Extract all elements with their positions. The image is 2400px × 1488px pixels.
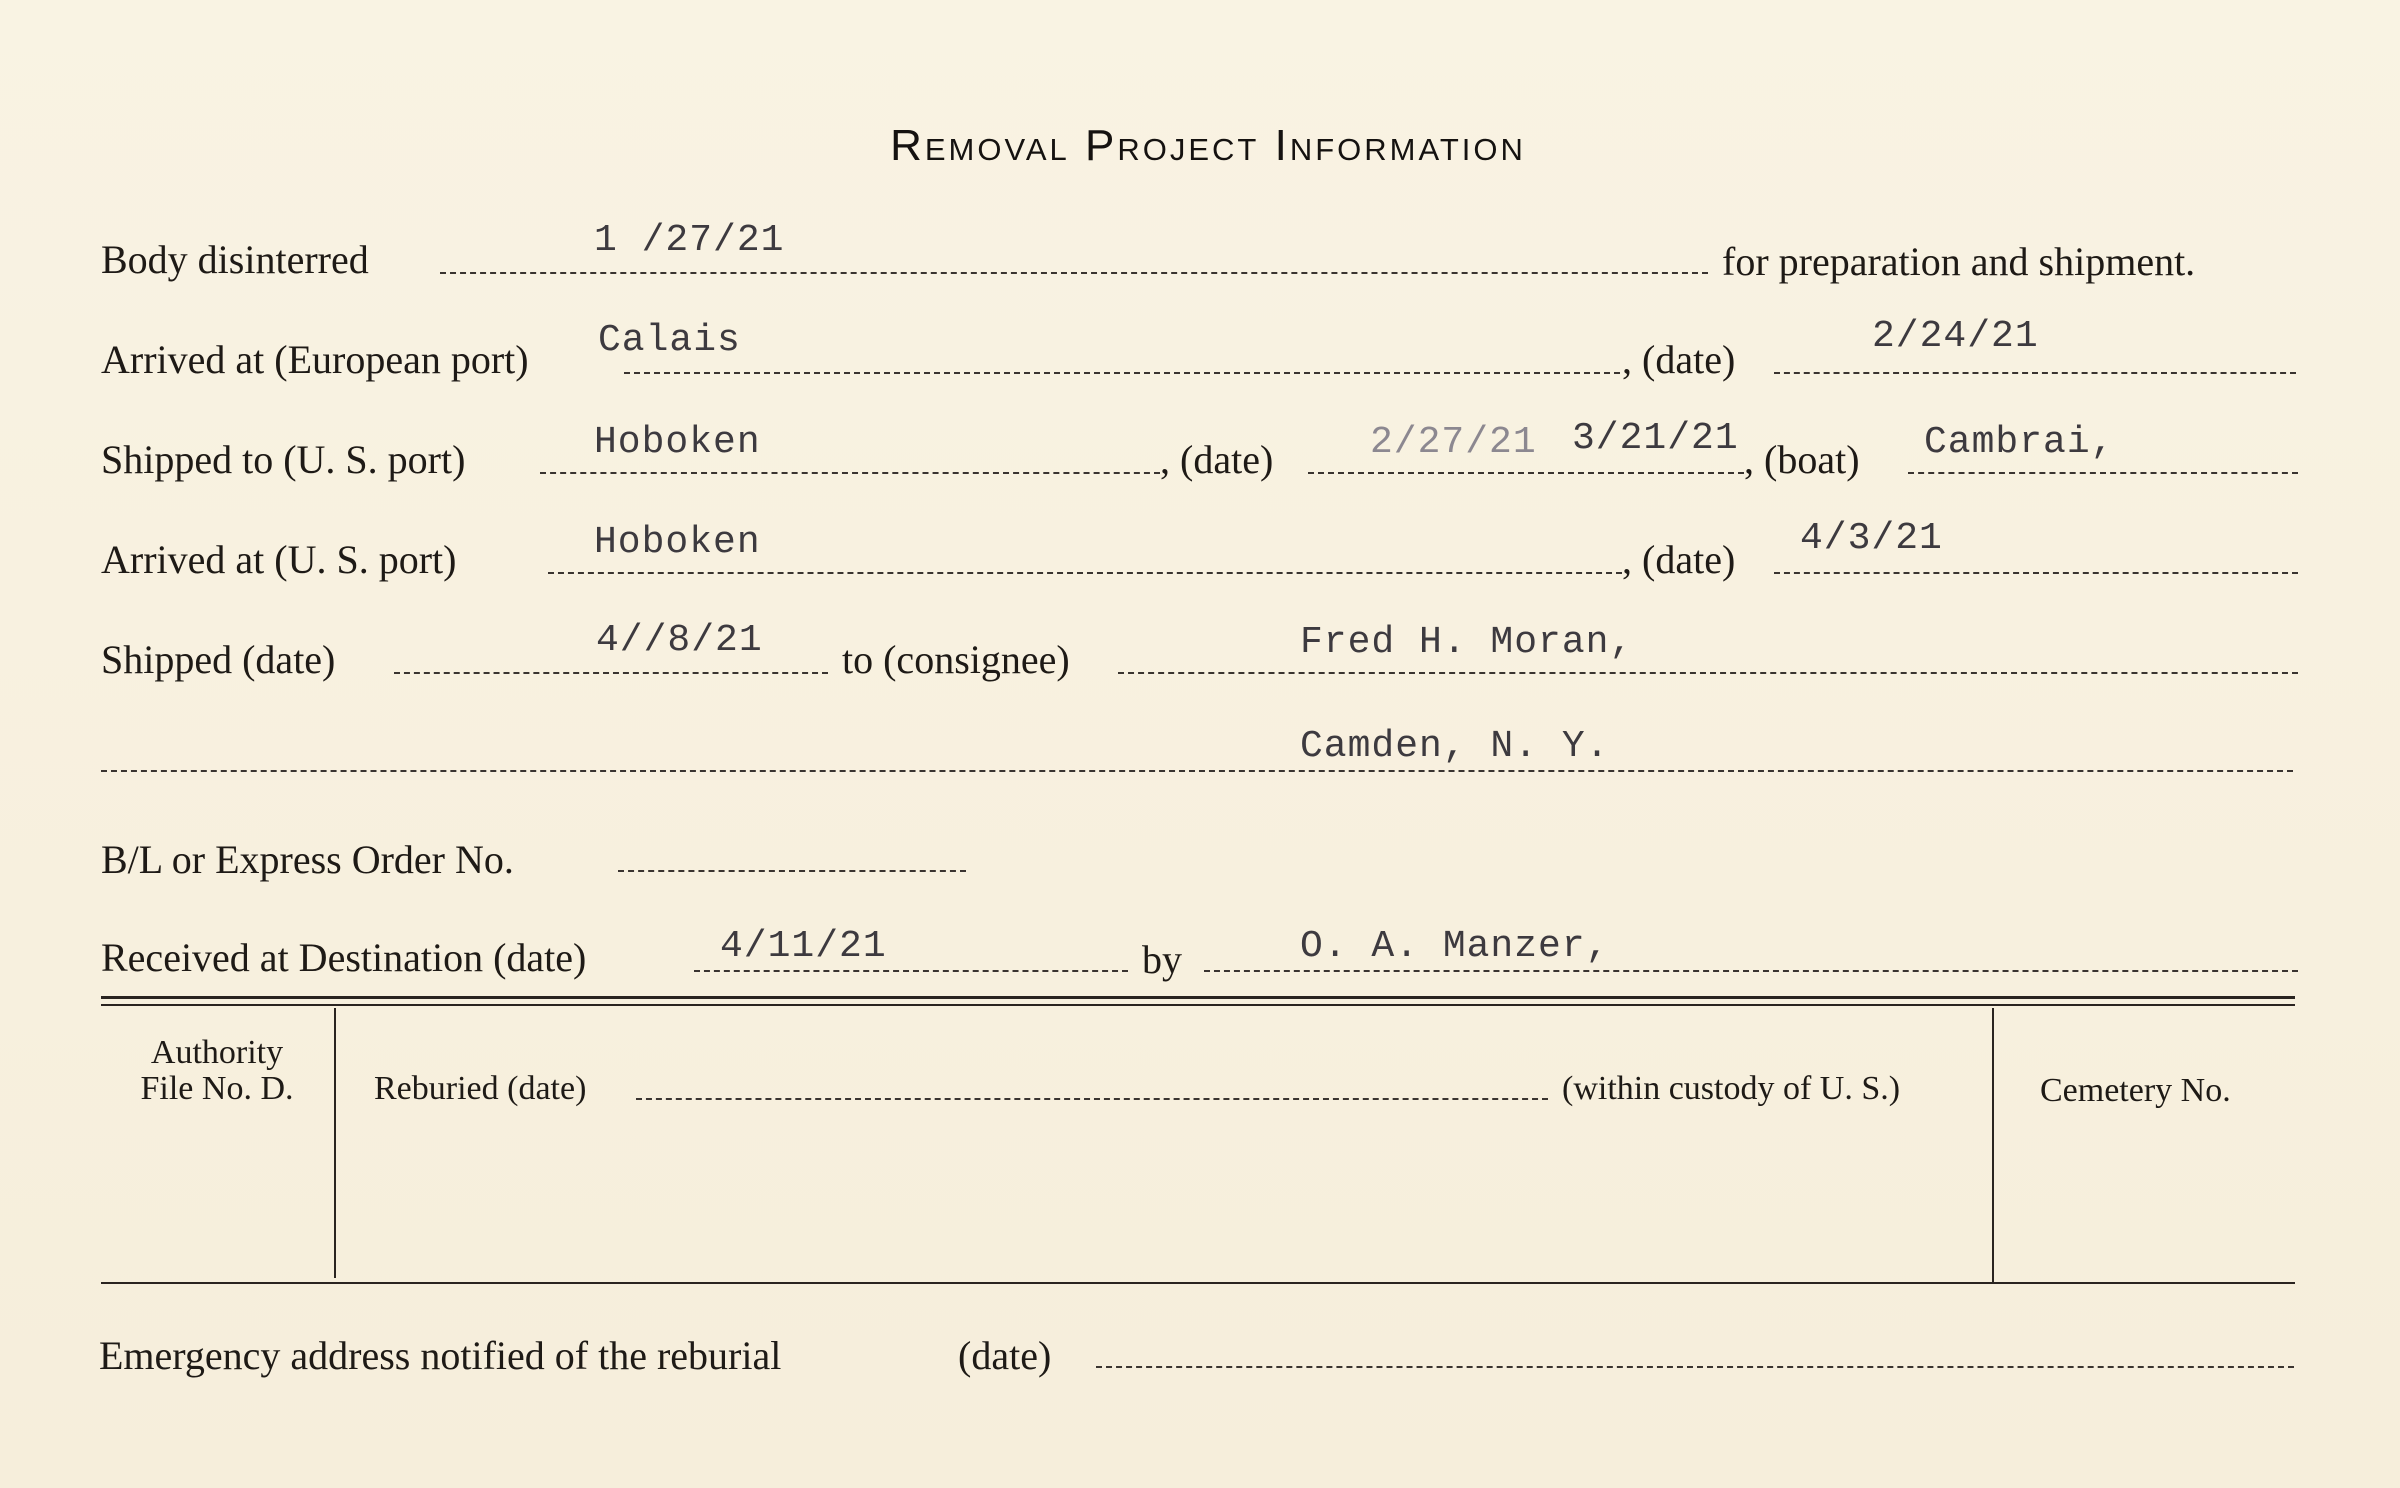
european-port-date-label: , (date) (1622, 337, 1736, 382)
consignee-name[interactable]: Fred H. Moran, (1300, 621, 1634, 664)
arrived-us-port-label: Arrived at (U. S. port) (101, 537, 457, 582)
double-rule-top (101, 996, 2295, 999)
within-custody-label: (within custody of U. S.) (1562, 1070, 1901, 1107)
received-by-line (1204, 970, 2298, 972)
us-port-shipped-line (540, 472, 1160, 474)
emergency-date-line[interactable] (1096, 1366, 2294, 1368)
authority-label-line2: File No. D. (140, 1070, 294, 1107)
body-disinterred-date[interactable]: 1 /27/21 (594, 219, 785, 262)
european-port-line (624, 372, 1620, 374)
boat-value[interactable]: Cambrai, (1924, 421, 2115, 464)
us-port-shipped-value[interactable]: Hoboken (594, 421, 761, 464)
bl-express-line[interactable] (618, 870, 966, 872)
us-port-arrived-date-line (1774, 572, 2298, 574)
us-port-arrived-date[interactable]: 4/3/21 (1800, 517, 1943, 560)
reburied-date-label: Reburied (date) (374, 1070, 587, 1107)
consignee-line (1118, 672, 2298, 674)
cemetery-divider (1992, 1008, 1994, 1284)
european-port-value[interactable]: Calais (598, 319, 741, 362)
received-by[interactable]: O. A. Manzer, (1300, 925, 1610, 968)
shipped-date-label: , (date) (1160, 437, 1274, 482)
us-port-arrived-date-label: , (date) (1622, 537, 1736, 582)
received-date[interactable]: 4/11/21 (720, 925, 887, 968)
authority-label-line1: Authority (150, 1034, 284, 1071)
box-bottom-rule (101, 1282, 2295, 1284)
cemetery-no-label: Cemetery No. (2040, 1072, 2231, 1109)
consignee-address-line (101, 770, 2293, 772)
consignee-address[interactable]: Camden, N. Y. (1300, 725, 1610, 768)
body-disinterred-label: Body disinterred (101, 237, 369, 282)
received-by-label: by (1142, 937, 1182, 982)
shipped-date-line (1308, 472, 1744, 474)
shipped-date-value[interactable]: 3/21/21 (1572, 417, 1739, 460)
emergency-date-label: (date) (958, 1333, 1052, 1378)
for-preparation-label: for preparation and shipment. (1722, 239, 2196, 284)
shipped-final-date-line (394, 672, 828, 674)
us-port-arrived-value[interactable]: Hoboken (594, 521, 761, 564)
received-destination-label: Received at Destination (date) (101, 935, 587, 980)
emergency-address-label: Emergency address notified of the reburial (99, 1333, 782, 1378)
european-port-date-line (1774, 372, 2296, 374)
double-rule-bottom (101, 1004, 2295, 1006)
consignee-label: to (consignee) (842, 637, 1070, 682)
authority-divider (334, 1008, 336, 1278)
shipped-date-crossed: 2/27/21 (1370, 421, 1537, 464)
boat-line (1908, 472, 2298, 474)
us-port-arrived-line (548, 572, 1622, 574)
boat-label: , (boat) (1744, 437, 1860, 482)
shipped-final-date-label: Shipped (date) (101, 637, 336, 682)
form-title: Removal Project Information (890, 121, 1526, 170)
received-date-line (694, 970, 1128, 972)
bl-express-label: B/L or Express Order No. (101, 837, 514, 882)
arrived-european-port-label: Arrived at (European port) (101, 337, 529, 382)
body-disinterred-line (440, 272, 1708, 274)
reburied-date-line[interactable] (636, 1098, 1548, 1100)
european-port-date[interactable]: 2/24/21 (1872, 315, 2039, 358)
shipped-final-date[interactable]: 4//8/21 (596, 619, 763, 662)
shipped-to-us-port-label: Shipped to (U. S. port) (101, 437, 466, 482)
